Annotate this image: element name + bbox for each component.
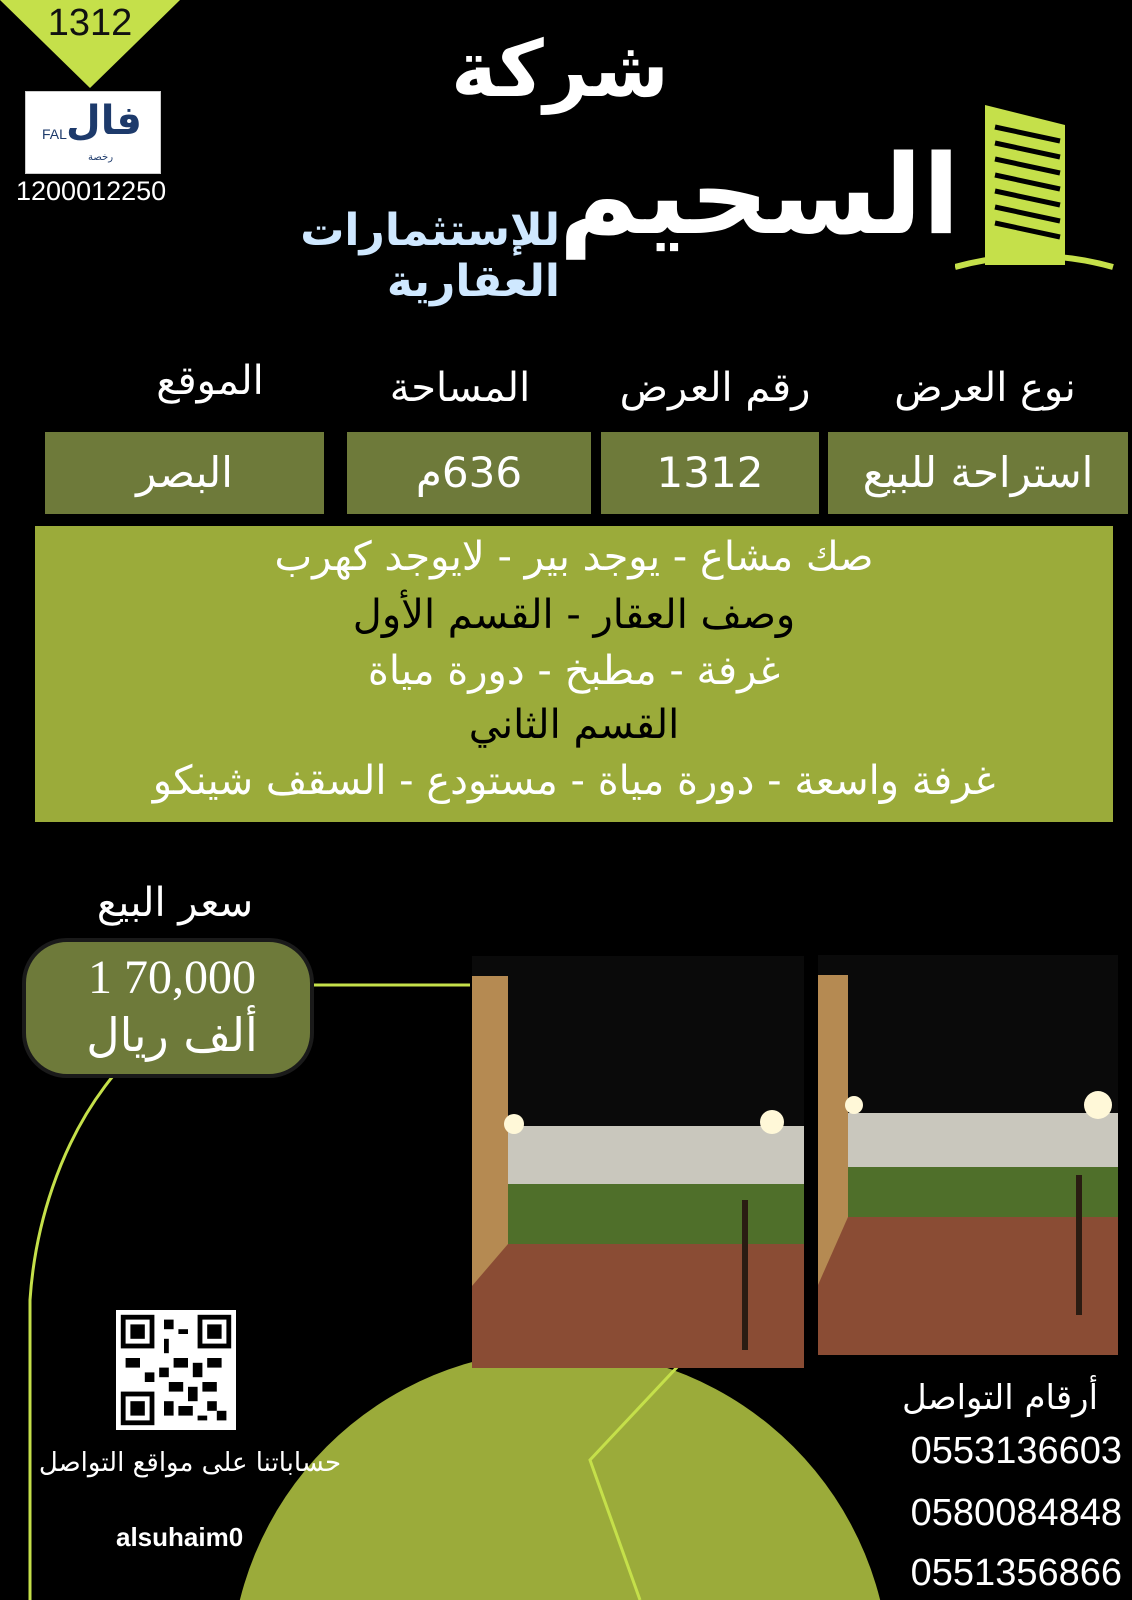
header-location: الموقع bbox=[156, 358, 264, 404]
price-value: 1 70,000 bbox=[88, 951, 256, 1004]
description-line: غرفة واسعة - دورة مياة - مستودع - السقف شينكو bbox=[152, 758, 996, 804]
description-line: وصف العقار - القسم الأول bbox=[352, 592, 796, 638]
property-photo-1 bbox=[472, 956, 804, 1368]
price-unit: ألف ريال bbox=[86, 1008, 258, 1062]
license-number: 1200012250 bbox=[16, 176, 167, 206]
header-offer-number: رقم العرض bbox=[619, 365, 811, 411]
contact-numbers-label: أرقام التواصل bbox=[901, 1378, 1099, 1418]
fal-logo-latin: FAL bbox=[42, 126, 67, 142]
company-tagline: للإستثمارات العقارية bbox=[300, 205, 560, 307]
value-offer-type: استراحة للبيع bbox=[828, 432, 1128, 514]
social-accounts-label: حساباتنا على مواقع التواصل bbox=[38, 1448, 342, 1478]
building-logo-icon bbox=[955, 95, 1115, 275]
property-description bbox=[35, 526, 1113, 822]
qr-code[interactable] bbox=[116, 1310, 236, 1430]
value-offer-number: 1312 bbox=[601, 432, 819, 514]
price-badge bbox=[22, 938, 314, 1078]
header-area: المساحة bbox=[389, 365, 531, 411]
company-word: شركة bbox=[451, 25, 669, 115]
fal-logo bbox=[25, 91, 161, 174]
description-line: القسم الثاني bbox=[468, 702, 680, 748]
value-location: البصر bbox=[45, 432, 324, 514]
description-line: صك مشاع - يوجد بير - لايوجد كهرب bbox=[274, 534, 874, 580]
company-name: السحيم bbox=[558, 131, 960, 259]
price-label: سعر البيع bbox=[96, 880, 254, 926]
fal-logo-arabic: فال bbox=[66, 98, 142, 144]
social-handle[interactable]: alsuhaim0 bbox=[116, 1522, 244, 1552]
phone-number[interactable]: 0551356866 bbox=[910, 1552, 1122, 1594]
property-photo-2 bbox=[818, 955, 1118, 1355]
offer-tag-number: 1312 bbox=[47, 2, 133, 44]
phone-number[interactable]: 0580084848 bbox=[910, 1492, 1122, 1534]
fal-logo-sub: رخصة bbox=[88, 152, 114, 163]
header-offer-type: نوع العرض bbox=[894, 365, 1076, 411]
value-area: 636م bbox=[347, 432, 591, 514]
description-line: غرفة - مطبخ - دورة مياة bbox=[367, 648, 781, 694]
phone-number[interactable]: 0553136603 bbox=[910, 1430, 1122, 1472]
